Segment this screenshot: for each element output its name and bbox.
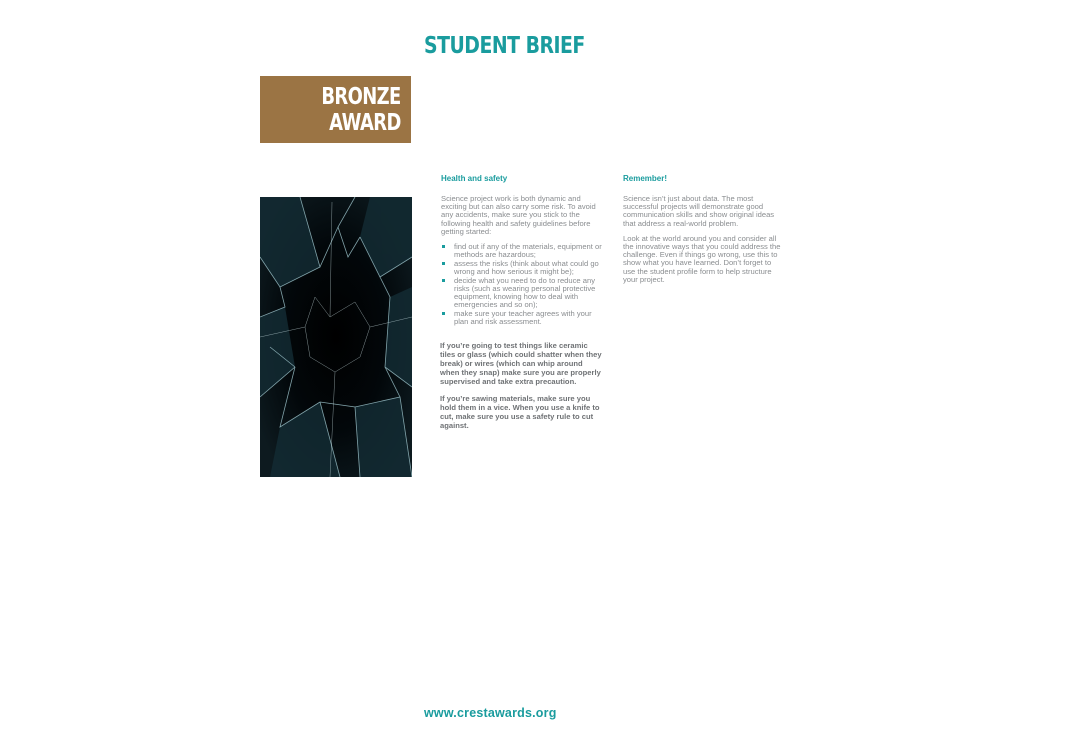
remember-heading: Remember!	[623, 174, 668, 183]
list-item	[440, 277, 602, 310]
remember-paragraph-2: Look at the world around you and consider all the innovative ways that you could address the challenge. Even if things go wrong, use this to show what you have learned. Don’t forget to use the student profile form to help structure your project.	[623, 233, 781, 284]
shattered-glass-photo	[260, 197, 412, 477]
bullet-square-icon	[442, 279, 445, 282]
health-and-safety-intro: Science project work is both dynamic and exciting but can also carry some risk. To avoid any accidents, make sure you stick to the following health and safety guidelines before getting started:	[441, 194, 596, 236]
list-item	[440, 260, 602, 276]
remember-column	[622, 174, 784, 291]
list-item-text: make sure your teacher agrees with your plan and risk assessment.	[454, 309, 592, 327]
list-item-text: find out if any of the materials, equipment or methods are hazardous;	[454, 242, 602, 260]
page-title: STUDENT BRIEF	[424, 33, 585, 59]
remember-paragraph-1: Science isn’t just about data. The most successful projects will demonstrate good communication skills and show original ideas that address a real-world problem.	[623, 194, 775, 228]
bronze-award-badge	[260, 76, 411, 143]
bullet-square-icon	[442, 312, 445, 315]
safety-guidelines-list	[440, 243, 602, 327]
list-item	[440, 310, 602, 326]
list-item-text: decide what you need to do to reduce any risks (such as wearing personal protective equipment, knowing how to deal with emergencies and so on);	[454, 275, 596, 310]
bullet-square-icon	[442, 262, 445, 265]
testing-materials-warning: If you’re going to test things like ceramic tiles or glass (which could shatter when they break) or wires (which can whip around when they snap) make sure you are properly supervised and take extra precaution.	[440, 340, 602, 387]
health-and-safety-heading: Health and safety	[441, 174, 508, 183]
footer-website-link[interactable]: www.crestawards.org	[424, 706, 557, 720]
list-item-text: assess the risks (think about what could go wrong and how serious it might be);	[454, 258, 599, 277]
health-and-safety-column	[440, 174, 602, 437]
bullet-square-icon	[442, 245, 445, 248]
sawing-materials-warning: If you’re sawing materials, make sure you hold them in a vice. When you use a knife to cut, make sure you use a safety rule to cut against.	[440, 393, 600, 431]
award-badge-line-1: BRONZE	[321, 84, 401, 110]
award-badge-line-2: AWARD	[329, 110, 401, 136]
list-item	[440, 243, 602, 259]
